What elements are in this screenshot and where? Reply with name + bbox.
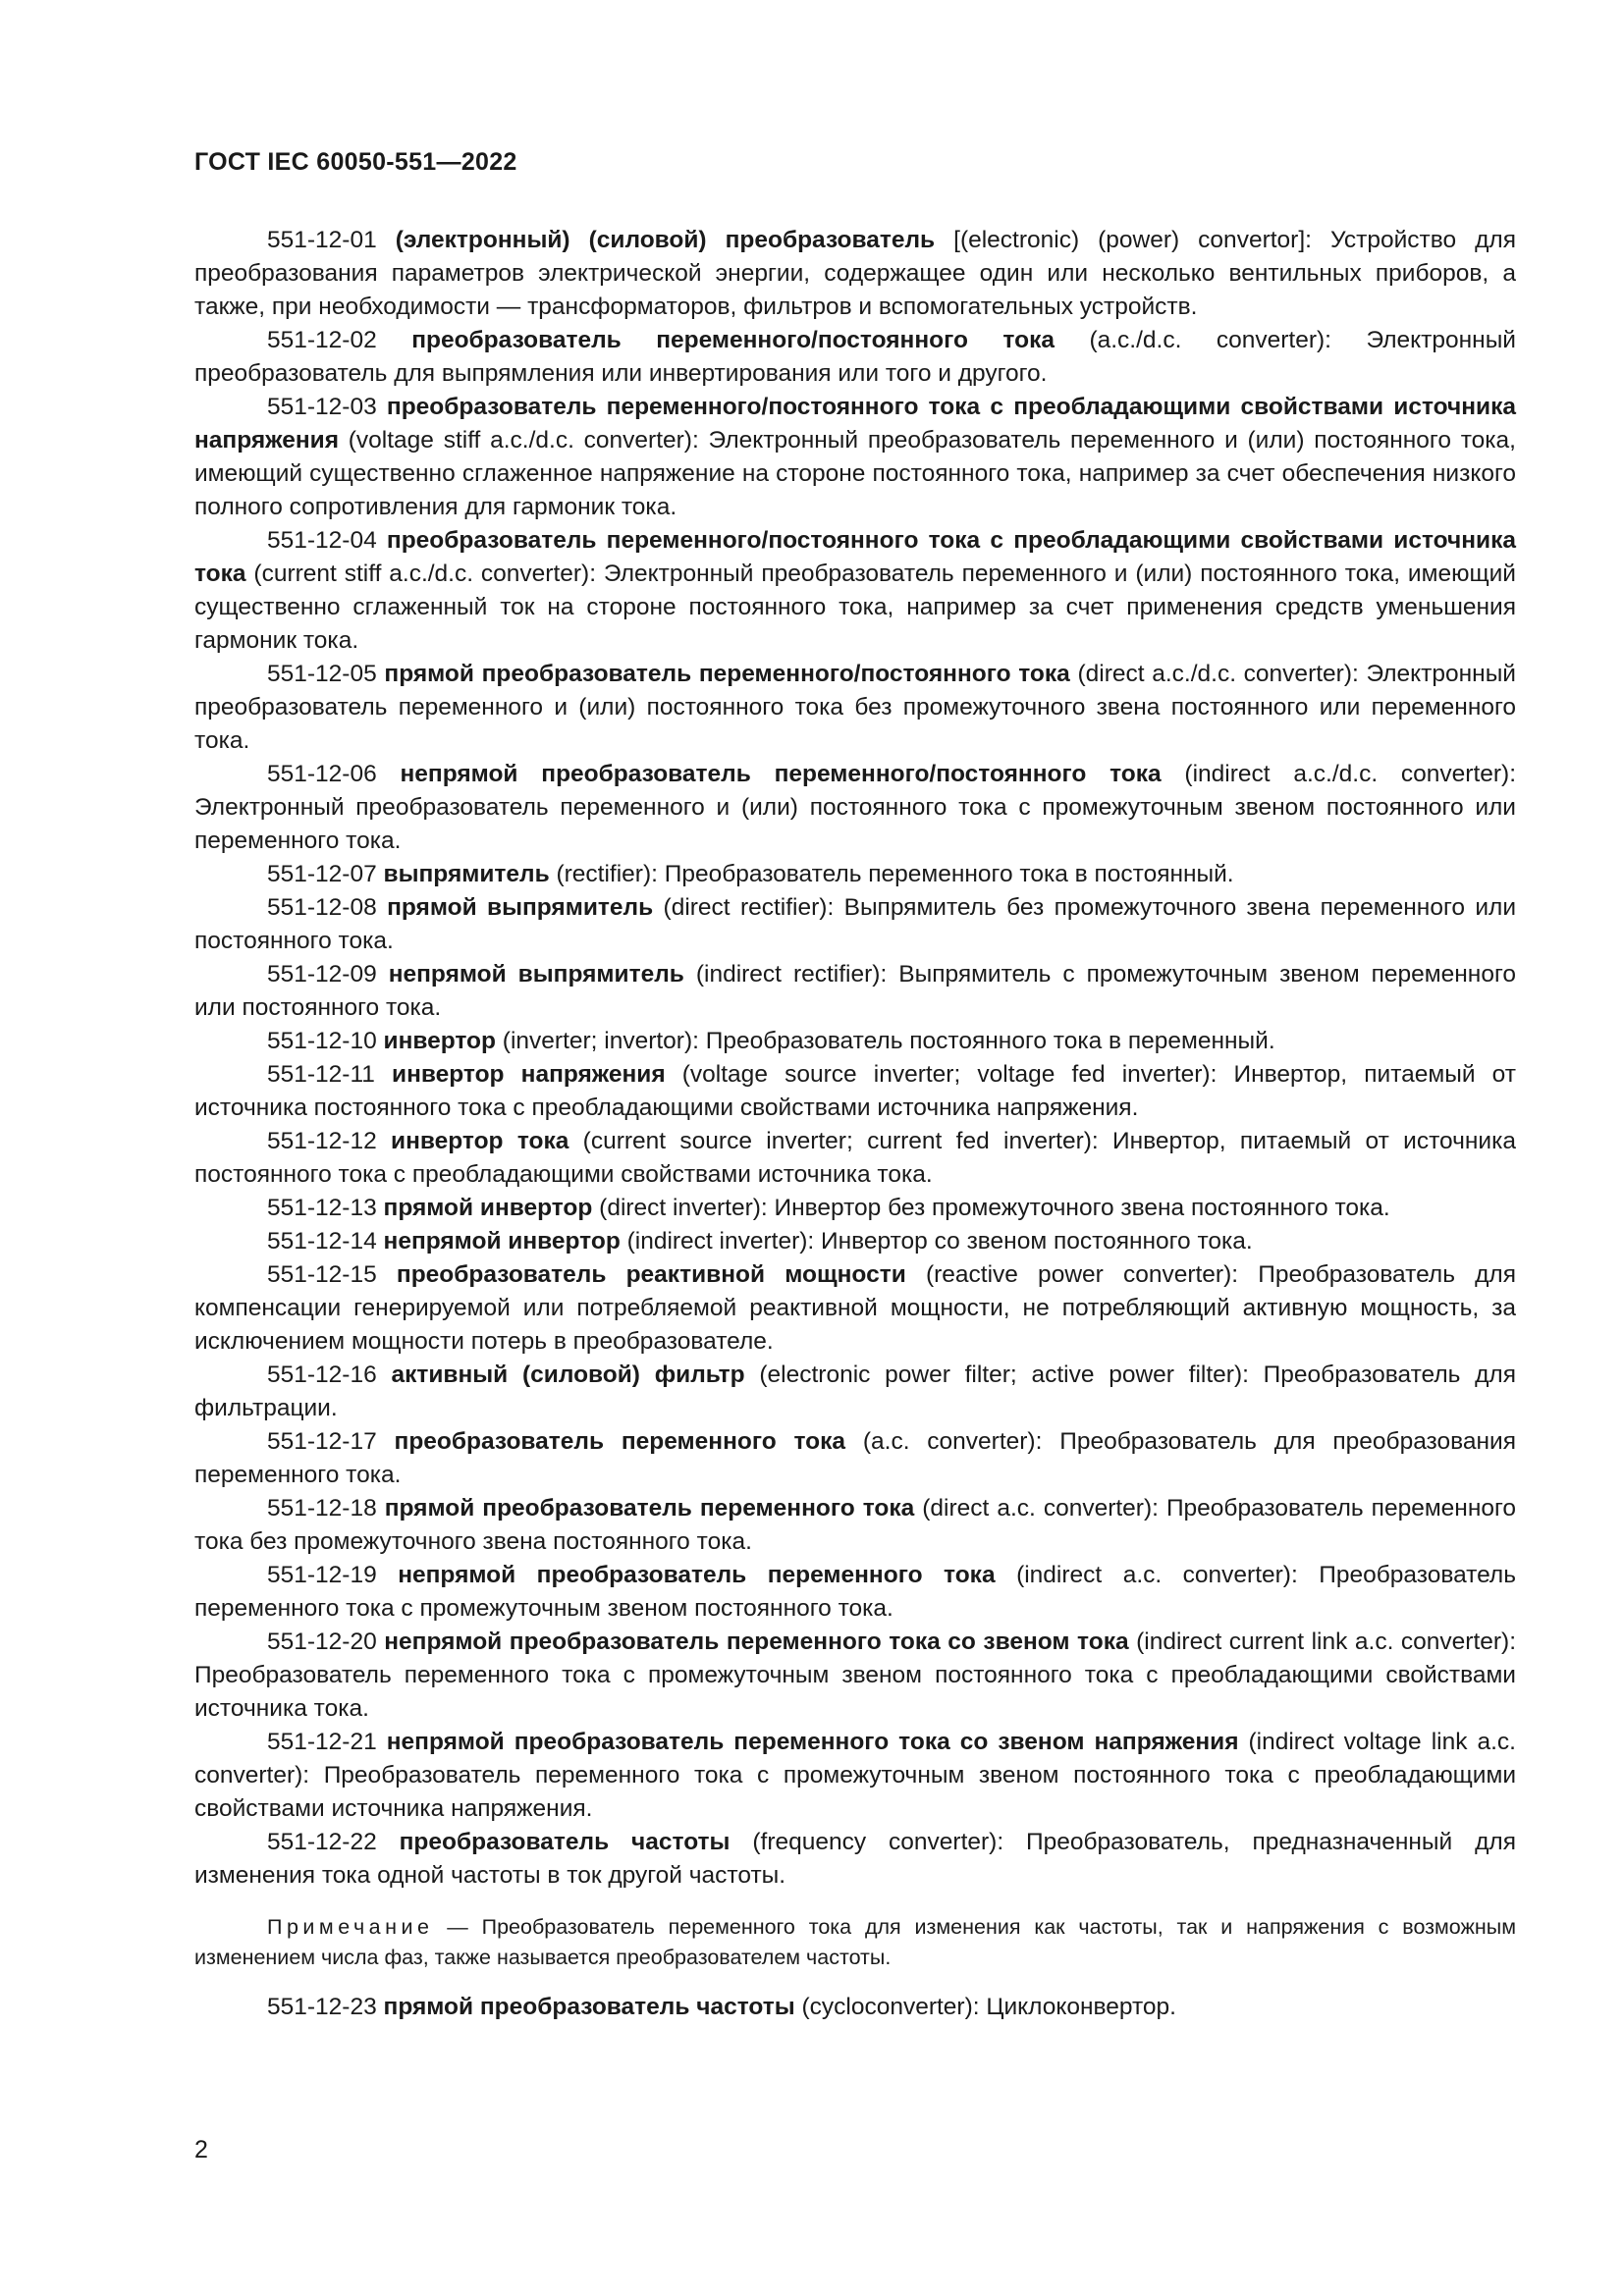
entry-definition: (indirect rectifier): Выпрямитель с промежуточным звеном переменного или постоянного тока. <box>194 961 1516 1021</box>
note-paragraph <box>194 1912 1516 1973</box>
entry-term: преобразователь реактивной мощности <box>396 1261 906 1288</box>
entry-term: непрямой преобразователь переменного тока со звеном тока <box>384 1629 1129 1655</box>
definition-entry <box>194 1826 1516 1893</box>
entry-code: 551-12-05 <box>267 661 377 687</box>
definition-entry <box>194 524 1516 658</box>
definition-entry <box>194 1559 1516 1626</box>
entry-definition: (indirect a.c. converter): Преобразователь переменного тока с промежуточным звеном постоянного тока. <box>194 1562 1516 1622</box>
entry-definition: (direct inverter): Инвертор без промежуточного звена постоянного тока. <box>592 1195 1390 1221</box>
page-number: 2 <box>194 2136 208 2163</box>
entry-definition: (direct rectifier): Выпрямитель без промежуточного звена переменного или постоянного тока. <box>194 894 1517 954</box>
entry-code: 551-12-19 <box>267 1562 377 1588</box>
definition-entry <box>194 1058 1516 1125</box>
entry-code: 551-12-01 <box>267 227 377 253</box>
entry-code: 551-12-13 <box>267 1195 377 1221</box>
entry-code: 551-12-21 <box>267 1729 377 1755</box>
entry-definition: (reactive power converter): Преобразователь для компенсации генерируемой или потребляемой реактивной мощности, не потребляющий активную мощность, за исключением мощности потерь в преобразователе. <box>194 1261 1516 1355</box>
entry-term: активный (силовой) фильтр <box>391 1362 745 1388</box>
entry-term: прямой инвертор <box>383 1195 593 1221</box>
entry-definition: (rectifier): Преобразователь переменного тока в постоянный. <box>549 861 1234 887</box>
entry-definition: (current stiff a.c./d.c. converter): Электронный преобразователь переменного и (или) постоянного тока, имеющий существенно сглаженный ток на стороне постоянного тока, например за счет применения средств уменьшения гармоник тока. <box>194 561 1516 654</box>
entry-term: преобразователь переменного тока <box>394 1428 846 1455</box>
entry-definition: (indirect inverter): Инвертор со звеном постоянного тока. <box>620 1228 1253 1255</box>
entry-definition: (electronic power filter; active power filter): Преобразователь для фильтрации. <box>194 1362 1516 1421</box>
entry-code: 551-12-12 <box>267 1128 377 1154</box>
entry-code: 551-12-15 <box>267 1261 377 1288</box>
entry-code: 551-12-18 <box>267 1495 377 1522</box>
entry-term: инвертор тока <box>391 1128 569 1154</box>
entry-definition: [(electronic) (power) convertor]: Устройство для преобразования параметров электрической энергии, содержащее один или несколько вентильных приборов, а также, при необходимости — трансформаторов, фильтров и вспомогательных устройств. <box>194 227 1516 320</box>
document-header: ГОСТ IEC 60050-551—2022 <box>194 148 517 176</box>
definition-entry <box>194 1991 1516 2024</box>
entry-code: 551-12-11 <box>267 1061 375 1088</box>
entry-term: преобразователь переменного/постоянного тока с преобладающими свойствами источника напряжения <box>194 394 1516 454</box>
entry-code: 551-12-03 <box>267 394 377 420</box>
entry-definition: (direct a.c./d.c. converter): Электронный преобразователь переменного и (или) постоянного тока без промежуточного звена постоянного или переменного тока. <box>194 661 1516 754</box>
entry-term: инвертор напряжения <box>392 1061 666 1088</box>
note-label: Примечание <box>267 1915 434 1939</box>
entry-code: 551-12-02 <box>267 327 377 353</box>
definitions-list <box>194 224 1516 2024</box>
entry-term: прямой преобразователь частоты <box>383 1994 795 2020</box>
entry-term: прямой выпрямитель <box>387 894 654 921</box>
entry-term: непрямой преобразователь переменного тока <box>398 1562 996 1588</box>
entry-definition: (direct a.c. converter): Преобразователь переменного тока без промежуточного звена постоянного тока. <box>194 1495 1517 1555</box>
entry-definition: (indirect voltage link a.c. converter): Преобразователь переменного тока с промежуточным звеном постоянного тока с преобладающими свойствами источника напряжения. <box>194 1729 1516 1822</box>
entry-term: непрямой преобразователь переменного тока со звеном напряжения <box>386 1729 1239 1755</box>
definition-entry <box>194 1225 1516 1258</box>
definition-entry <box>194 391 1516 524</box>
definition-entry <box>194 658 1516 758</box>
entry-definition: (cycloconverter): Циклоконвертор. <box>794 1994 1176 2020</box>
entry-term: непрямой инвертор <box>383 1228 621 1255</box>
entry-code: 551-12-06 <box>267 761 377 787</box>
entry-term: непрямой преобразователь переменного/постоянного тока <box>400 761 1162 787</box>
definition-entry <box>194 858 1516 891</box>
entry-term: прямой преобразователь переменного тока <box>384 1495 915 1522</box>
entry-code: 551-12-08 <box>267 894 377 921</box>
entry-code: 551-12-20 <box>267 1629 377 1655</box>
definition-entry <box>194 1125 1516 1192</box>
definition-entry <box>194 891 1516 958</box>
entry-definition: (indirect current link a.c. converter): Преобразователь переменного тока с промежуточным звеном постоянного тока с преобладающими свойствами источника тока. <box>194 1629 1517 1722</box>
definition-entry <box>194 1258 1516 1359</box>
entry-definition: (frequency converter): Преобразователь, предназначенный для изменения тока одной частоты в ток другой частоты. <box>194 1829 1516 1889</box>
entry-term: выпрямитель <box>383 861 550 887</box>
entry-code: 551-12-07 <box>267 861 377 887</box>
entry-term: инвертор <box>383 1028 496 1054</box>
definition-entry <box>194 1025 1516 1058</box>
entry-definition: (voltage source inverter; voltage fed inverter): Инвертор, питаемый от источника постоянного тока с преобладающими свойствами источника напряжения. <box>194 1061 1516 1121</box>
definition-entry <box>194 958 1516 1025</box>
entry-definition: (inverter; invertor): Преобразователь постоянного тока в переменный. <box>496 1028 1275 1054</box>
definition-entry <box>194 1726 1516 1826</box>
entry-term: прямой преобразователь переменного/постоянного тока <box>384 661 1070 687</box>
definition-entry <box>194 1359 1516 1425</box>
definition-entry <box>194 224 1516 324</box>
definition-entry <box>194 758 1516 858</box>
definition-entry <box>194 1192 1516 1225</box>
entry-term: преобразователь переменного/постоянного тока с преобладающими свойствами источника тока <box>194 527 1516 587</box>
entry-definition: (a.c. converter): Преобразователь для преобразования переменного тока. <box>194 1428 1516 1488</box>
entry-term: преобразователь переменного/постоянного тока <box>411 327 1055 353</box>
entry-code: 551-12-04 <box>267 527 377 554</box>
entry-definition: (indirect a.c./d.c. converter): Электронный преобразователь переменного и (или) постоянного тока с промежуточным звеном постоянного или переменного тока. <box>194 761 1517 854</box>
entry-code: 551-12-16 <box>267 1362 377 1388</box>
definition-entry <box>194 1626 1516 1726</box>
entry-definition: (current source inverter; current fed inverter): Инвертор, питаемый от источника постоянного тока с преобладающими свойствами источника тока. <box>194 1128 1517 1188</box>
entry-definition: (voltage stiff a.c./d.c. converter): Электронный преобразователь переменного и (или) постоянного тока, имеющий существенно сглаженное напряжение на стороне постоянного тока, например за счет обеспечения низкого полного сопротивления для гармоник тока. <box>194 427 1516 520</box>
note-text: — Преобразователь переменного тока для изменения как частоты, так и напряжения с возможным изменением числа фаз, также называется преобразователем частоты. <box>194 1915 1516 1969</box>
entry-code: 551-12-14 <box>267 1228 377 1255</box>
entry-term: преобразователь частоты <box>399 1829 731 1855</box>
definition-entry <box>194 324 1516 391</box>
entry-term: (электронный) (силовой) преобразователь <box>395 227 936 253</box>
entry-code: 551-12-09 <box>267 961 377 988</box>
entry-definition: (a.c./d.c. converter): Электронный преобразователь для выпрямления или инвертирования или того и другого. <box>194 327 1516 387</box>
definition-entry <box>194 1492 1516 1559</box>
entry-code: 551-12-22 <box>267 1829 377 1855</box>
definition-entry <box>194 1425 1516 1492</box>
entry-term: непрямой выпрямитель <box>388 961 684 988</box>
entry-code: 551-12-17 <box>267 1428 377 1455</box>
entry-code: 551-12-10 <box>267 1028 377 1054</box>
entry-code: 551-12-23 <box>267 1994 377 2020</box>
